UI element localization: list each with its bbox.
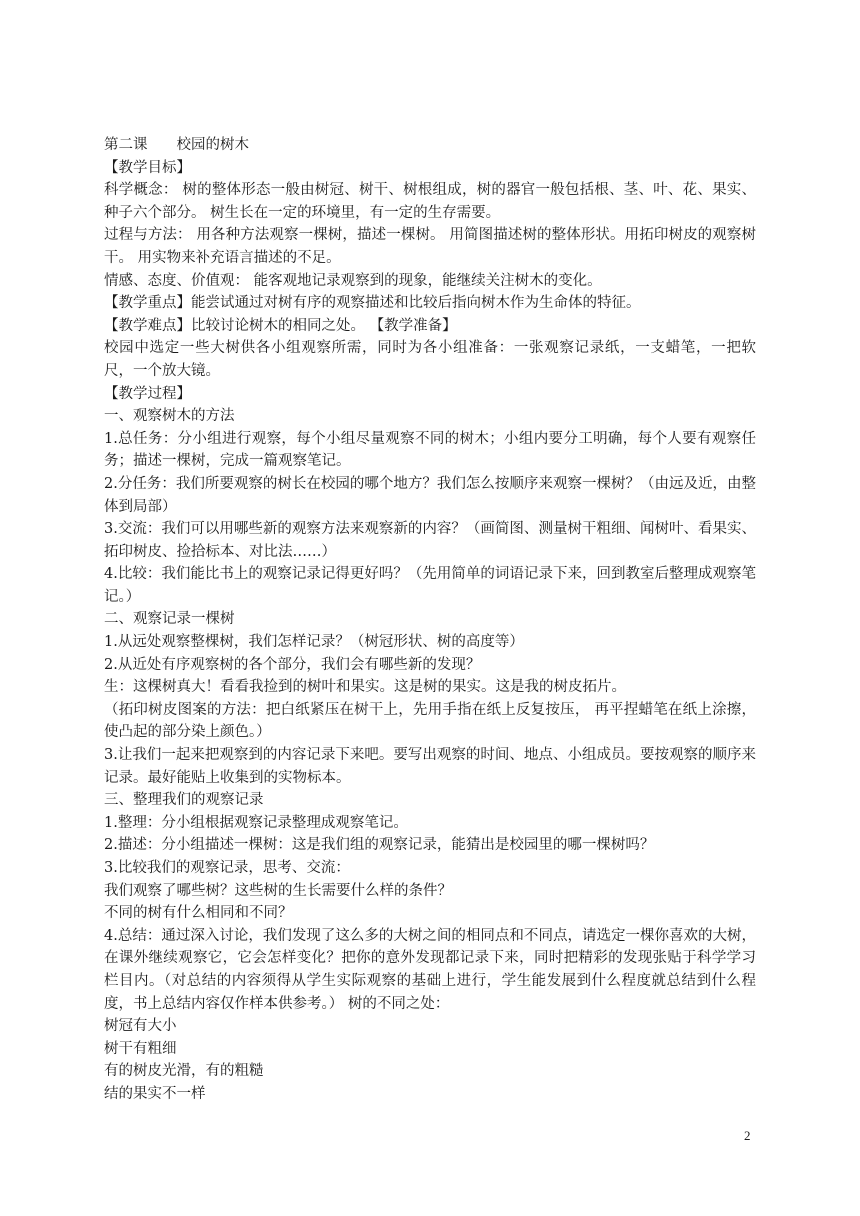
list-item: 4.比较：我们能比书上的观察记录记得更好吗？（先用简单的词语记录下来，回到教室后整理成观察笔记。） — [104, 566, 756, 605]
subheading-observation-methods: 一、观察树木的方法 — [104, 408, 235, 425]
list-item: 3.比较我们的观察记录，思考、交流： — [104, 860, 350, 876]
list-item: 3.让我们一起来把观察到的内容记录下来吧。要写出观察的时间、地点、小组成员。要按观察的顺序来记录。最好能贴上收集到的实物标本。 — [104, 747, 756, 786]
section-heading-objectives: 【教学目标】 — [104, 159, 191, 176]
rubbing-method-note: （拓印树皮图案的方法：把白纸紧压在树干上，先用手指在纸上反复按压， 再平捏蜡笔在纸上涂擦，使凸起的部分染上颜色。） — [104, 701, 756, 741]
list-item: 2.分任务：我们所要观察的树长在校园的哪个地方？我们怎么按顺序来观察一棵树？（由远及近，由整体到局部） — [104, 475, 756, 515]
list-item: 2.从近处有序观察树的各个部分，我们会有哪些新的发现？ — [104, 656, 481, 673]
tree-difference-item: 树干有粗细 — [104, 1040, 177, 1057]
page-number: 2 — [744, 1128, 751, 1143]
tree-difference-item: 树冠有大小 — [104, 1018, 177, 1035]
paragraph-attitude-values: 情感、态度、价值观： 能客观地记录观察到的现象，能继续关注树木的变化。 — [104, 272, 602, 289]
paragraph-key-points: 【教学重点】能尝试通过对树有序的观察描述和比较后指向树木作为生命体的特征。 — [104, 295, 641, 312]
list-item: 2.描述：分小组描述一棵树：这是我们组的观察记录，能猜出是校园里的哪一棵树吗？ — [104, 837, 655, 854]
paragraph-process-method: 过程与方法： 用各种方法观察一棵树，描述一棵树。 用简图描述树的整体形状。用拓印树皮的观察树干。 用实物来补充语言描述的不足。 — [104, 227, 756, 266]
list-item: 1.从远处观察整棵树，我们怎样记录？（树冠形状、树的高度等） — [104, 634, 524, 651]
list-item: 3.交流：我们可以用哪些新的观察方法来观察新的内容？（画简图、测量树干粗细、闻树叶、看果实、拓印树皮、捡拾标本、对比法……） — [104, 521, 756, 560]
list-item-summary: 4.总结：通过深入讨论，我们发现了这么多的大树之间的相同点和不同点，请选定一棵你喜欢的大树，在课外继续观察它，它会怎样变化？把你的意外发现都记录下来，同时把精彩的发现张贴于科学学习栏目内。（对总结的内容须得从学生实际观察的基础上进行，学生能发展到什么程度就总结到什么程度，书上总结内容仅作样本供参考。） 树的不同之处： — [104, 927, 756, 1012]
subheading-record-tree: 二、观察记录一棵树 — [104, 611, 235, 628]
discussion-question: 我们观察了哪些树？这些树的生长需要什么样的条件？ — [104, 882, 452, 899]
discussion-question: 不同的树有什么相同和不同？ — [104, 905, 293, 922]
subheading-organize-records: 三、整理我们的观察记录 — [104, 792, 264, 809]
document-body — [104, 134, 756, 1106]
list-item: 1.整理：分小组根据观察记录整理成观察笔记。 — [104, 814, 408, 831]
section-heading-process: 【教学过程】 — [104, 385, 191, 402]
tree-difference-item: 有的树皮光滑，有的粗糙 — [104, 1063, 264, 1080]
lesson-title: 第二课 校园的树木 — [104, 137, 249, 153]
list-item: 1.总任务：分小组进行观察，每个小组尽量观察不同的树木；小组内要分工明确，每个人要有观察任务；描述一棵树，完成一篇观察笔记。 — [104, 430, 756, 470]
paragraph-science-concept: 科学概念： 树的整体形态一般由树冠、树干、树根组成，树的器官一般包括根、茎、叶、花、果实、种子六个部分。 树生长在一定的环境里，有一定的生存需要。 — [104, 182, 756, 221]
paragraph-preparation-details: 校园中选定一些大树供各小组观察所需，同时为各小组准备：一张观察记录纸，一支蜡笔，一把软尺，一个放大镜。 — [104, 340, 756, 379]
tree-difference-item: 结的果实不一样 — [104, 1085, 206, 1102]
paragraph-difficulties-preparation: 【教学难点】比较讨论树木的相同之处。 【教学准备】 — [104, 317, 457, 334]
student-dialogue: 生：这棵树真大！看看我捡到的树叶和果实。这是树的果实。这是我的树皮拓片。 — [104, 679, 626, 696]
